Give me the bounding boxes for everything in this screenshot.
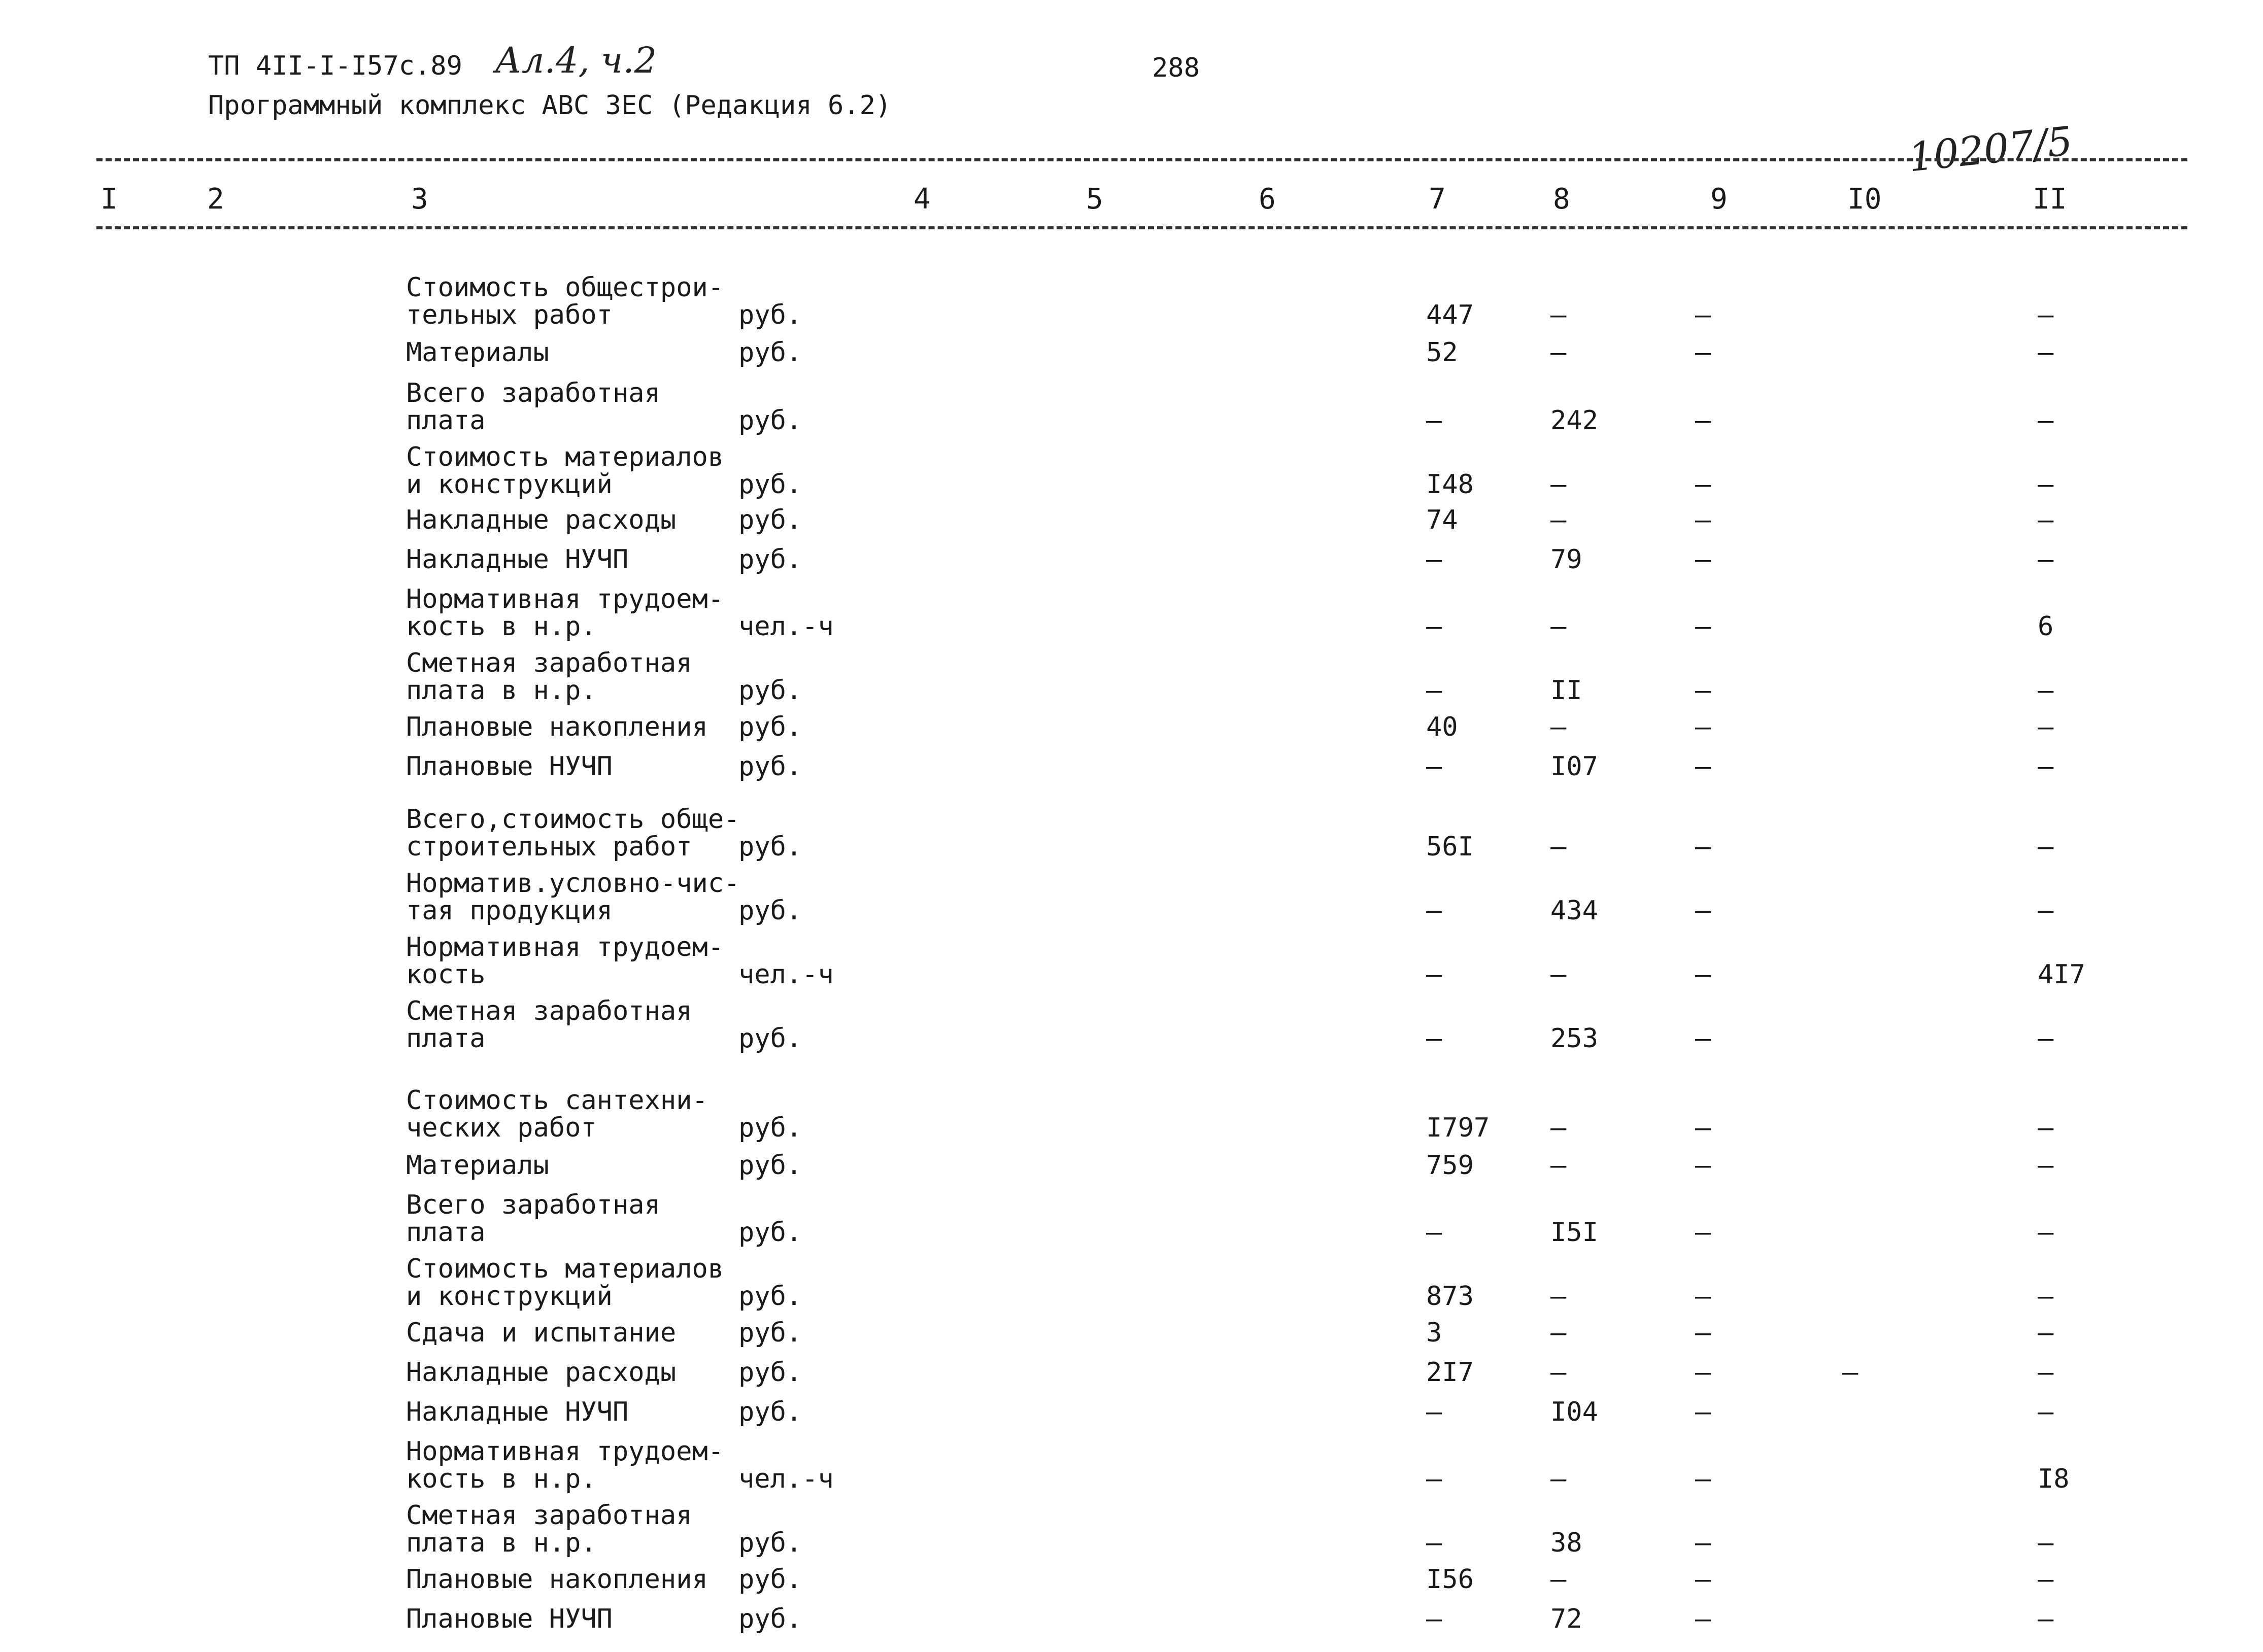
item-name-line: Плановые накопления <box>406 712 708 742</box>
value-cell-9: – <box>1695 544 1711 575</box>
value-cell-9: – <box>1695 959 1711 990</box>
item-name-line: Нормативная трудоем- <box>406 1436 724 1467</box>
value-cell-7: – <box>1426 1023 1442 1054</box>
value-cell-7: – <box>1426 1397 1442 1427</box>
value-cell-10: – <box>1842 1357 1859 1388</box>
unit-cell: руб. <box>738 1113 802 1143</box>
value-cell-7: – <box>1426 1464 1442 1494</box>
unit-cell: руб. <box>738 337 802 368</box>
item-name-line: Накладные расходы <box>406 505 677 535</box>
item-name-line: Норматив.условно-чис- <box>406 868 740 899</box>
value-cell-8: – <box>1550 832 1567 862</box>
value-cell-9: – <box>1695 1023 1711 1054</box>
value-cell-11: – <box>2038 1217 2054 1248</box>
value-cell-9: – <box>1695 1464 1711 1494</box>
value-cell-9: – <box>1695 1357 1711 1388</box>
value-cell-11: – <box>2038 469 2054 500</box>
value-cell-8: 242 <box>1550 405 1598 436</box>
value-cell-8: I04 <box>1550 1397 1598 1427</box>
item-name-line: Всего,стоимость обще- <box>406 804 740 835</box>
value-cell-11: – <box>2038 1113 2054 1143</box>
unit-cell: руб. <box>738 896 802 926</box>
document-code: ТП 4II-I-I57с.89 <box>208 51 462 81</box>
value-cell-8: 72 <box>1550 1604 1582 1634</box>
value-cell-7: 74 <box>1426 505 1458 535</box>
value-cell-7: 759 <box>1426 1150 1474 1181</box>
value-cell-9: – <box>1695 405 1711 436</box>
value-cell-9: – <box>1695 1604 1711 1634</box>
unit-cell: руб. <box>738 1357 802 1388</box>
value-cell-11: – <box>2038 300 2054 330</box>
column-number-5: 5 <box>1086 183 1103 216</box>
value-cell-11: – <box>2038 712 2054 742</box>
unit-cell: руб. <box>738 1150 802 1181</box>
value-cell-8: 434 <box>1550 896 1598 926</box>
unit-cell: руб. <box>738 469 802 500</box>
value-cell-7: 52 <box>1426 337 1458 368</box>
item-name-line: Стоимость материалов <box>406 1254 724 1284</box>
value-cell-8: – <box>1550 1150 1567 1181</box>
item-name-line: Накладные расходы <box>406 1357 677 1388</box>
value-cell-7: – <box>1426 1528 1442 1558</box>
item-name-line: плата <box>406 1217 486 1248</box>
handwritten-inventory-number: 10207/5 <box>1906 118 2075 181</box>
item-name-line: Сдача и испытание <box>406 1318 677 1348</box>
value-cell-11: – <box>2038 1397 2054 1427</box>
unit-cell: руб. <box>738 1217 802 1248</box>
item-name-line: плата <box>406 1023 486 1054</box>
column-number-6: 6 <box>1259 183 1276 216</box>
value-cell-7: – <box>1426 611 1442 642</box>
value-cell-8: – <box>1550 505 1567 535</box>
value-cell-9: – <box>1695 505 1711 535</box>
unit-cell: руб. <box>738 675 802 706</box>
value-cell-9: – <box>1695 1528 1711 1558</box>
item-name-line: Сметная заработная <box>406 1500 692 1531</box>
value-cell-7: 40 <box>1426 712 1458 742</box>
value-cell-11: I8 <box>2038 1464 2070 1494</box>
item-name-line: и конструкций <box>406 1281 613 1312</box>
unit-cell: руб. <box>738 1318 802 1348</box>
value-cell-9: – <box>1695 611 1711 642</box>
value-cell-11: – <box>2038 675 2054 706</box>
column-number-2: 2 <box>207 183 224 216</box>
unit-cell: чел.-ч <box>738 959 834 990</box>
item-name-line: тельных работ <box>406 300 613 330</box>
value-cell-9: – <box>1695 675 1711 706</box>
value-cell-8: – <box>1550 1318 1567 1348</box>
unit-cell: руб. <box>738 1564 802 1595</box>
column-number-1: I <box>100 183 118 216</box>
unit-cell: руб. <box>738 1397 802 1427</box>
value-cell-9: – <box>1695 712 1711 742</box>
item-name-line: плата в н.р. <box>406 675 597 706</box>
unit-cell: руб. <box>738 544 802 575</box>
value-cell-11: 6 <box>2038 611 2054 642</box>
item-name-line: Материалы <box>406 1150 549 1181</box>
value-cell-9: – <box>1695 896 1711 926</box>
column-number-10: I0 <box>1847 183 1882 216</box>
value-cell-8: – <box>1550 1564 1567 1595</box>
unit-cell: руб. <box>738 300 802 330</box>
value-cell-9: – <box>1695 1318 1711 1348</box>
value-cell-8: – <box>1550 1464 1567 1494</box>
value-cell-11: – <box>2038 1318 2054 1348</box>
item-name-line: плата <box>406 405 486 436</box>
item-name-line: и конструкций <box>406 469 613 500</box>
table-top-rule <box>96 158 2187 161</box>
unit-cell: руб. <box>738 1528 802 1558</box>
value-cell-11: – <box>2038 1564 2054 1595</box>
value-cell-11: – <box>2038 832 2054 862</box>
value-cell-11: – <box>2038 405 2054 436</box>
unit-cell: руб. <box>738 505 802 535</box>
value-cell-8: – <box>1550 1281 1567 1312</box>
value-cell-9: – <box>1695 1564 1711 1595</box>
unit-cell: руб. <box>738 712 802 742</box>
item-name-line: тая продукция <box>406 896 613 926</box>
value-cell-7: 56I <box>1426 832 1474 862</box>
value-cell-8: 253 <box>1550 1023 1598 1054</box>
value-cell-8: 38 <box>1550 1528 1582 1558</box>
value-cell-7: – <box>1426 896 1442 926</box>
value-cell-9: – <box>1695 751 1711 782</box>
value-cell-7: I56 <box>1426 1564 1474 1595</box>
value-cell-9: – <box>1695 337 1711 368</box>
item-name-line: ческих работ <box>406 1113 597 1143</box>
item-name-line: Стоимость сантехни- <box>406 1085 708 1116</box>
value-cell-7: – <box>1426 751 1442 782</box>
value-cell-8: – <box>1550 611 1567 642</box>
value-cell-8: II <box>1550 675 1582 706</box>
value-cell-9: – <box>1695 1397 1711 1427</box>
item-name-line: Накладные НУЧП <box>406 1397 629 1427</box>
item-name-line: кость в н.р. <box>406 611 597 642</box>
value-cell-8: I07 <box>1550 751 1598 782</box>
value-cell-9: – <box>1695 469 1711 500</box>
item-name-line: кость в н.р. <box>406 1464 597 1494</box>
value-cell-8: I5I <box>1550 1217 1598 1248</box>
value-cell-7: – <box>1426 959 1442 990</box>
item-name-line: Всего заработная <box>406 378 660 408</box>
value-cell-7: I797 <box>1426 1113 1490 1143</box>
value-cell-7: 447 <box>1426 300 1474 330</box>
value-cell-9: – <box>1695 1217 1711 1248</box>
unit-cell: чел.-ч <box>738 611 834 642</box>
item-name-line: Сметная заработная <box>406 648 692 678</box>
item-name-line: Плановые НУЧП <box>406 751 613 782</box>
value-cell-8: – <box>1550 337 1567 368</box>
value-cell-8: 79 <box>1550 544 1582 575</box>
value-cell-11: 4I7 <box>2038 959 2085 990</box>
value-cell-8: – <box>1550 712 1567 742</box>
value-cell-8: – <box>1550 959 1567 990</box>
value-cell-7: – <box>1426 1217 1442 1248</box>
column-number-8: 8 <box>1553 183 1570 216</box>
value-cell-7: 2I7 <box>1426 1357 1474 1388</box>
column-number-4: 4 <box>914 183 931 216</box>
unit-cell: руб. <box>738 1604 802 1634</box>
value-cell-11: – <box>2038 751 2054 782</box>
unit-cell: руб. <box>738 405 802 436</box>
item-name-line: Накладные НУЧП <box>406 544 629 575</box>
value-cell-9: – <box>1695 1281 1711 1312</box>
value-cell-9: – <box>1695 1113 1711 1143</box>
value-cell-11: – <box>2038 505 2054 535</box>
item-name-line: Плановые накопления <box>406 1564 708 1595</box>
value-cell-8: – <box>1550 1113 1567 1143</box>
value-cell-8: – <box>1550 1357 1567 1388</box>
value-cell-7: – <box>1426 675 1442 706</box>
program-title: Программный комплекс АВС ЗЕС (Редакция 6.2) <box>208 90 892 121</box>
value-cell-7: I48 <box>1426 469 1474 500</box>
column-number-7: 7 <box>1429 183 1446 216</box>
value-cell-7: – <box>1426 544 1442 575</box>
column-number-11: II <box>2033 183 2067 216</box>
unit-cell: руб. <box>738 832 802 862</box>
unit-cell: руб. <box>738 1023 802 1054</box>
value-cell-11: – <box>2038 1150 2054 1181</box>
value-cell-9: – <box>1695 1150 1711 1181</box>
item-name-line: Материалы <box>406 337 549 368</box>
value-cell-9: – <box>1695 300 1711 330</box>
page-number: 288 <box>1152 53 1200 83</box>
value-cell-9: – <box>1695 832 1711 862</box>
unit-cell: чел.-ч <box>738 1464 834 1494</box>
item-name-line: Стоимость общестрои- <box>406 272 724 303</box>
unit-cell: руб. <box>738 751 802 782</box>
value-cell-11: – <box>2038 544 2054 575</box>
column-number-9: 9 <box>1710 183 1728 216</box>
value-cell-11: – <box>2038 337 2054 368</box>
value-cell-8: – <box>1550 300 1567 330</box>
value-cell-11: – <box>2038 1604 2054 1634</box>
item-name-line: строительных работ <box>406 832 692 862</box>
unit-cell: руб. <box>738 1281 802 1312</box>
value-cell-7: – <box>1426 405 1442 436</box>
item-name-line: кость <box>406 959 486 990</box>
value-cell-7: 873 <box>1426 1281 1474 1312</box>
table-header-bottom-rule <box>96 226 2187 229</box>
item-name-line: Плановые НУЧП <box>406 1604 613 1634</box>
value-cell-11: – <box>2038 1528 2054 1558</box>
value-cell-8: – <box>1550 469 1567 500</box>
value-cell-7: 3 <box>1426 1318 1442 1348</box>
item-name-line: плата в н.р. <box>406 1528 597 1558</box>
value-cell-7: – <box>1426 1604 1442 1634</box>
item-name-line: Нормативная трудоем- <box>406 584 724 614</box>
value-cell-11: – <box>2038 1023 2054 1054</box>
value-cell-11: – <box>2038 1281 2054 1312</box>
handwritten-reference: Ал.4, ч.2 <box>495 40 657 81</box>
item-name-line: Сметная заработная <box>406 996 692 1026</box>
column-number-3: 3 <box>411 183 428 216</box>
value-cell-11: – <box>2038 896 2054 926</box>
item-name-line: Стоимость материалов <box>406 442 724 472</box>
item-name-line: Нормативная трудоем- <box>406 932 724 962</box>
value-cell-11: – <box>2038 1357 2054 1388</box>
item-name-line: Всего заработная <box>406 1190 660 1220</box>
